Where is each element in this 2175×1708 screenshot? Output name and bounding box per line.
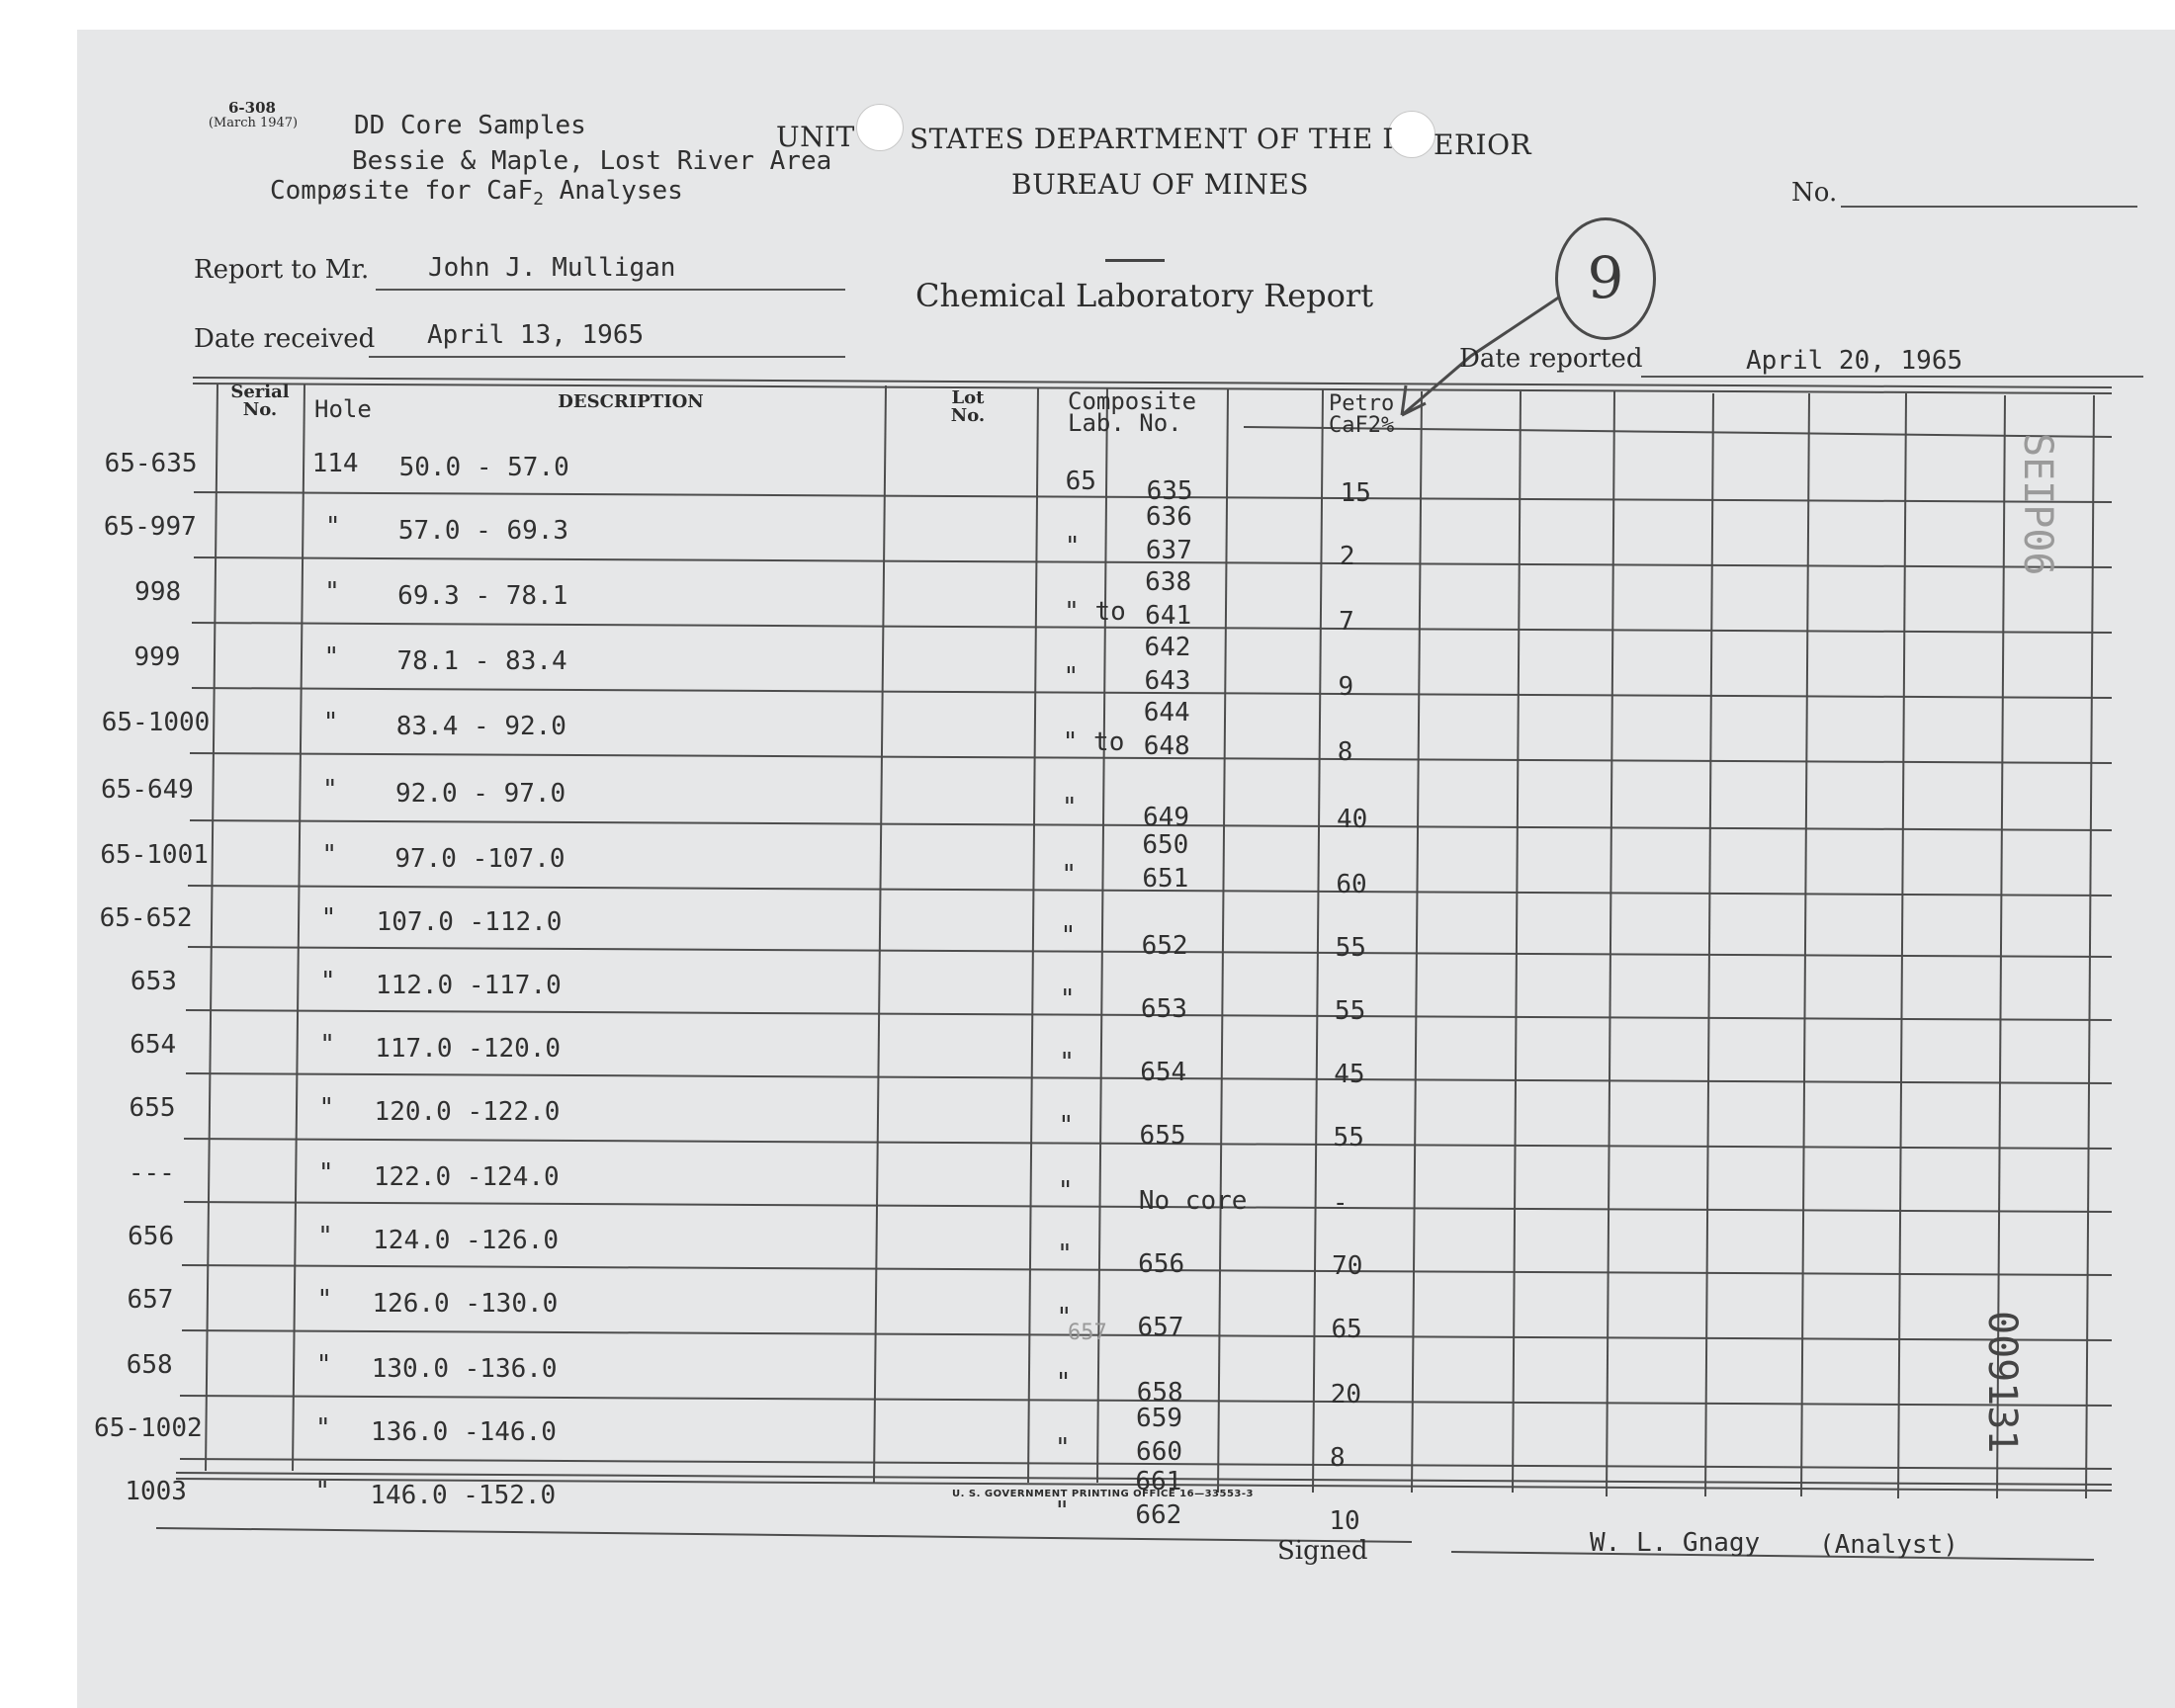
cell-description: 136.0 -146.0 bbox=[371, 1417, 557, 1447]
cell-composite-no: 652 bbox=[1141, 931, 1188, 961]
cell-hole: " bbox=[319, 967, 336, 996]
cell-caf2: 2 bbox=[1339, 542, 1355, 571]
cell-caf2: 10 bbox=[1329, 1506, 1360, 1536]
cell-composite-no: 654 bbox=[1140, 1058, 1187, 1087]
cell-caf2: 70 bbox=[1332, 1251, 1363, 1281]
cell-serial-no: 656 bbox=[128, 1222, 175, 1251]
cell-caf2: - bbox=[1332, 1188, 1348, 1218]
sample-line-3: Compøsite for CaF$_2$ Analyses bbox=[270, 176, 683, 211]
cell-lab: " bbox=[1057, 1176, 1074, 1206]
cell-lab: " bbox=[1060, 921, 1077, 951]
cell-caf2: 40 bbox=[1337, 805, 1368, 834]
cell-lab: " bbox=[1059, 984, 1076, 1014]
cell-serial-no: 1003 bbox=[125, 1477, 187, 1506]
cell-description: 130.0 -136.0 bbox=[371, 1354, 558, 1384]
cell-caf2: 55 bbox=[1334, 996, 1366, 1026]
cell-description: 92.0 - 97.0 bbox=[395, 779, 566, 809]
cell-serial-no: 998 bbox=[134, 577, 182, 607]
form-code: 6-308 bbox=[228, 99, 276, 117]
col-petro-bottom: CaF2% bbox=[1329, 413, 1395, 438]
scan-margin bbox=[0, 0, 77, 1708]
cell-caf2: 8 bbox=[1330, 1443, 1346, 1473]
date-received-label: Date received bbox=[194, 324, 376, 354]
cell-lab: " bbox=[1057, 1239, 1073, 1269]
cell-serial-no: 657 bbox=[127, 1285, 174, 1315]
cell-serial-no: --- bbox=[128, 1158, 175, 1188]
cell-serial-no: 65-649 bbox=[101, 775, 194, 805]
cell-serial-no: 65-1000 bbox=[101, 708, 211, 737]
cell-description: 122.0 -124.0 bbox=[373, 1162, 560, 1192]
cell-description: 107.0 -112.0 bbox=[376, 907, 563, 937]
cell-caf2: 65 bbox=[1331, 1315, 1362, 1344]
cell-lab: " bbox=[1061, 860, 1077, 890]
cell-serial-no: 655 bbox=[129, 1093, 176, 1123]
cell-lab: " bbox=[1055, 1368, 1072, 1398]
col-description: DESCRIPTION bbox=[558, 391, 704, 412]
col-hole: Hole bbox=[314, 395, 372, 423]
cell-composite-no: 638 bbox=[1145, 567, 1192, 597]
cell-caf2: 15 bbox=[1340, 478, 1371, 508]
sample-line-1: DD Core Samples bbox=[354, 111, 586, 140]
form-edition: (March 1947) bbox=[208, 116, 299, 130]
cell-lab: 65 bbox=[1065, 467, 1096, 496]
cell-serial-no: 65-635 bbox=[104, 449, 198, 478]
col-petro-top: Petro bbox=[1329, 391, 1395, 416]
cell-hole: " bbox=[316, 1285, 333, 1315]
cell-composite-no: 659 bbox=[1136, 1404, 1183, 1433]
cell-serial-no: 654 bbox=[130, 1030, 177, 1060]
cell-hole: 114 bbox=[311, 449, 359, 478]
cell-description: 117.0 -120.0 bbox=[375, 1034, 562, 1064]
cell-composite-no: 642 bbox=[1144, 633, 1191, 662]
cell-caf2: 8 bbox=[1337, 737, 1353, 767]
cell-caf2: 20 bbox=[1330, 1380, 1362, 1409]
cell-description: 126.0 -130.0 bbox=[372, 1289, 559, 1319]
report-title: Chemical Laboratory Report bbox=[915, 277, 1374, 314]
cell-lab: " bbox=[1063, 662, 1080, 692]
cell-description: 124.0 -126.0 bbox=[373, 1226, 559, 1255]
sample-line-2: Bessie & Maple, Lost River Area bbox=[352, 146, 832, 176]
cell-serial-no: 658 bbox=[126, 1350, 173, 1380]
cell-description: 112.0 -117.0 bbox=[375, 971, 562, 1000]
cell-composite-no: 649 bbox=[1143, 803, 1189, 832]
cell-lab: " bbox=[1062, 793, 1078, 822]
cell-hole: " bbox=[317, 1158, 334, 1188]
signed-label: Signed bbox=[1277, 1536, 1368, 1566]
cell-hole: " bbox=[324, 512, 341, 542]
cell-caf2: 7 bbox=[1339, 607, 1354, 637]
cell-hole: " bbox=[317, 1222, 333, 1251]
cell-description: 83.4 - 92.0 bbox=[395, 712, 566, 741]
cell-composite-no: 650 bbox=[1142, 830, 1189, 860]
report-sheet bbox=[77, 30, 2175, 1708]
cell-composite-no: 656 bbox=[1138, 1249, 1185, 1279]
date-reported-value: April 20, 1965 bbox=[1746, 346, 1963, 376]
cell-composite-no: 641 bbox=[1145, 601, 1192, 631]
cell-composite-no: 653 bbox=[1140, 994, 1187, 1024]
bureau-title: BUREAU OF MINES bbox=[1011, 168, 1310, 201]
cell-hole: " bbox=[318, 1093, 335, 1123]
cell-caf2: 60 bbox=[1336, 870, 1367, 899]
report-to-value: John J. Mulligan bbox=[428, 253, 676, 283]
printer-note: U. S. GOVERNMENT PRINTING OFFICE 16—33553-3 bbox=[952, 1489, 1254, 1499]
analyst-name: W. L. Gnagy bbox=[1590, 1528, 1761, 1558]
cell-serial-no: 65-1001 bbox=[100, 840, 209, 870]
cell-lab: " bbox=[1055, 1433, 1071, 1463]
cell-caf2: 55 bbox=[1335, 933, 1366, 963]
cell-composite-no: 648 bbox=[1143, 731, 1190, 761]
cell-composite-no: 637 bbox=[1145, 536, 1192, 565]
cell-lab: " to bbox=[1064, 597, 1126, 627]
cell-composite-no: 651 bbox=[1142, 864, 1189, 894]
no-label: No. bbox=[1791, 178, 1838, 208]
date-reported-label: Date reported bbox=[1459, 344, 1643, 374]
cell-lab: " bbox=[1059, 1048, 1075, 1077]
cell-composite-no: 662 bbox=[1135, 1500, 1182, 1530]
cell-hole: " bbox=[321, 840, 337, 870]
cell-caf2: 45 bbox=[1334, 1060, 1365, 1089]
cell-composite-no: 636 bbox=[1145, 502, 1192, 532]
col-serial-no: Serial No. bbox=[230, 382, 290, 420]
cell-composite-no: 655 bbox=[1139, 1121, 1186, 1151]
cell-description: 57.0 - 69.3 bbox=[397, 516, 569, 546]
cell-description: 50.0 - 57.0 bbox=[398, 453, 569, 482]
cell-lab: " bbox=[1054, 1496, 1070, 1526]
cell-description: 120.0 -122.0 bbox=[374, 1097, 561, 1127]
col-lot-no: Lot No. bbox=[950, 387, 986, 426]
cell-composite-no: 657 bbox=[1137, 1313, 1184, 1342]
analyst-role: (Analyst) bbox=[1819, 1530, 1958, 1560]
cell-hole: " bbox=[320, 903, 337, 933]
cell-serial-no: 999 bbox=[133, 642, 181, 672]
cell-hole: " bbox=[314, 1477, 330, 1506]
agency-title-middle: STATES DEPARTMENT OF THE I bbox=[910, 123, 1394, 155]
cell-description: 97.0 -107.0 bbox=[394, 844, 566, 874]
report-to-label: Report to Mr. bbox=[194, 255, 370, 285]
margin-stamp-top: SEIP06 bbox=[2015, 433, 2060, 576]
cell-description: 69.3 - 78.1 bbox=[397, 581, 568, 611]
margin-stamp-bottom: 009131 bbox=[1979, 1311, 2025, 1454]
agency-title-left: UNIT bbox=[776, 121, 855, 153]
cell-description: 146.0 -152.0 bbox=[370, 1481, 557, 1510]
cell-serial-no: 65-1002 bbox=[94, 1413, 203, 1443]
cell-lab: " bbox=[1056, 1303, 1073, 1332]
date-received-value: April 13, 1965 bbox=[427, 320, 645, 350]
faint-note: 657 bbox=[1068, 1321, 1107, 1345]
cell-composite-no: 661 bbox=[1135, 1467, 1182, 1496]
cell-hole: " bbox=[322, 775, 338, 805]
cell-lab: " bbox=[1058, 1111, 1075, 1141]
cell-composite-no: 644 bbox=[1143, 698, 1190, 727]
col-composite-top: Composite bbox=[1068, 387, 1197, 415]
cell-hole: " bbox=[319, 1030, 335, 1060]
col-composite-bottom: Lab. No. bbox=[1068, 409, 1182, 437]
cell-serial-no: 65-652 bbox=[99, 903, 193, 933]
cell-hole: " bbox=[315, 1350, 332, 1380]
cell-composite-no: 635 bbox=[1146, 476, 1193, 506]
cell-composite-no: 658 bbox=[1136, 1378, 1183, 1408]
cell-hole: " bbox=[323, 642, 340, 672]
cell-hole: " bbox=[322, 708, 339, 737]
cell-serial-no: 65-997 bbox=[103, 512, 197, 542]
cell-hole: " bbox=[324, 577, 340, 607]
cell-composite-no: 643 bbox=[1144, 666, 1191, 696]
agency-title-right: ERIOR bbox=[1434, 128, 1532, 161]
cell-serial-no: 653 bbox=[130, 967, 177, 996]
cell-composite-no: No core bbox=[1138, 1186, 1248, 1216]
cell-composite-no: 660 bbox=[1136, 1437, 1183, 1467]
cell-caf2: 55 bbox=[1333, 1123, 1364, 1153]
circled-number: 9 bbox=[1555, 217, 1656, 340]
cell-lab: " bbox=[1064, 532, 1081, 561]
cell-caf2: 9 bbox=[1338, 672, 1354, 702]
cell-lab: " to bbox=[1062, 727, 1125, 757]
table-grid bbox=[77, 30, 2175, 1708]
cell-hole: " bbox=[315, 1413, 331, 1443]
cell-description: 78.1 - 83.4 bbox=[396, 646, 567, 676]
